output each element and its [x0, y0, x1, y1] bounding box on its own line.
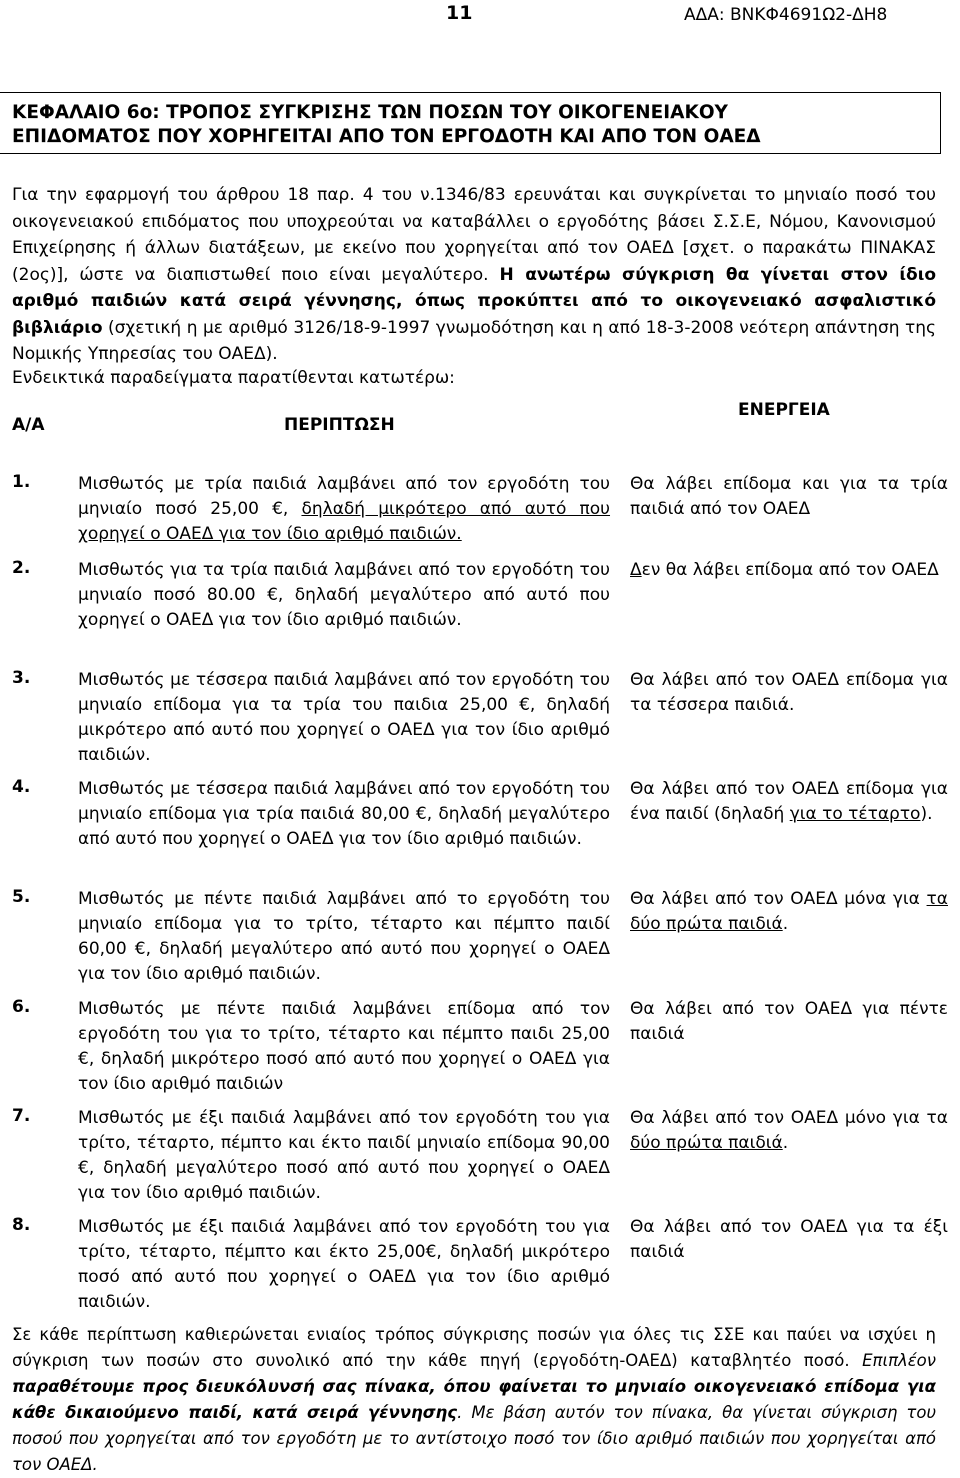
action-underlined-text: Δ: [630, 560, 642, 580]
intro-tail-text: (σχετική η με αριθμό 3126/18-9-1997 γνωμοδότηση και η από 18-3-2008 νεότερη απάντηση της Νομικής Υπηρεσίας του ΟΑΕΔ).: [12, 317, 936, 364]
row-action: [630, 1106, 948, 1156]
ada-code: ΑΔΑ: ΒΝΚΦ4691Ω2-ΔΗ8: [684, 5, 888, 25]
header-case: ΠΕΡΙΠΤΩΣΗ: [284, 415, 395, 435]
action-underlined-text: τα δύο πρώτα παιδιά: [630, 889, 948, 934]
closing-italic-text: Επιπλέον: [862, 1351, 936, 1370]
row-number: 8.: [12, 1215, 31, 1235]
row-number: 3.: [12, 668, 31, 688]
case-text: Μισθωτός με τρία παιδιά λαμβάνει από τον εργοδότη του μηνιαίο ποσό 25,00 €,: [78, 474, 610, 519]
row-action: [630, 777, 948, 827]
header-aa: Α/Α: [12, 415, 45, 435]
row-number: 6.: [12, 997, 31, 1017]
action-text: Θα λάβει από τον ΟΑΕΔ μόνο για τα: [630, 1108, 948, 1128]
closing-bold-italic-text: παραθέτουμε προς διευκόλυνσή σας πίνακα, όπου φαίνεται το μηνιαίο οικογενειακό επίδομα για κάθε δικαιούμενο παιδί, κατά σειρά γέννησης: [12, 1377, 936, 1422]
header-action: ΕΝΕΡΓΕΙΑ: [738, 400, 830, 420]
row-action: [630, 887, 948, 937]
row-case: Μισθωτός με έξι παιδιά λαμβάνει από τον εργοδότη του για τρίτο, τέταρτο, πέμπτο και έκτο 25,00€, δηλαδή μικρότερο ποσό από αυτό που χορηγεί ο ΟΑΕΔ για τον ίδιο αριθμό παιδιών.: [78, 1217, 610, 1312]
action-text: Θα λάβει από τον ΟΑΕΔ επίδομα για ένα παιδί (δηλαδή: [630, 779, 948, 824]
row-case: Μισθωτός με έξι παιδιά λαμβάνει από τον εργοδότη του για τρίτο, τέταρτο, πέμπτο και έκτο παιδί μηνιαίο επίδομα 90,00 €, δηλαδή μεγαλύτερο ποσό από αυτό που χορηγεί ο ΟΑΕΔ για τον ίδιο αριθμό παιδιών.: [78, 1108, 610, 1203]
row-number: 5.: [12, 887, 31, 907]
action-text-end: ).: [920, 804, 933, 824]
row-number: 1.: [12, 472, 31, 492]
action-text: Θα λάβει από τον ΟΑΕΔ μόνα για: [630, 889, 927, 909]
row-number: 7.: [12, 1106, 31, 1126]
case-underlined-text: δηλαδή μικρότερο από αυτό που χορηγεί ο ΟΑΕΔ για τον ίδιο αριθμό παιδιών.: [78, 499, 611, 544]
action-text-end: .: [782, 914, 789, 934]
action-text-end: .: [782, 1133, 789, 1153]
intro-paragraph: [12, 182, 936, 368]
action-underlined-text: δύο πρώτα παιδιά: [630, 1133, 783, 1153]
row-case: Μισθωτός για τα τρία παιδιά λαμβάνει από τον εργοδότη του μηνιαίο ποσό 80.00 €, δηλαδή μεγαλύτερο από αυτό που χορηγεί ο ΟΑΕΔ για τον ίδιο αριθμό παιδιών.: [78, 560, 610, 630]
row-number: 2.: [12, 558, 31, 578]
action-underlined-text: για το τέταρτο: [789, 804, 921, 824]
row-number: 4.: [12, 777, 31, 797]
row-action: Θα λάβει από τον ΟΑΕΔ επίδομα για τα τέσσερα παιδιά.: [630, 670, 948, 715]
chapter-title-line-1: ΚΕΦΑΛΑΙΟ 6ο: ΤΡΟΠΟΣ ΣΥΓΚΡΙΣΗΣ ΤΩΝ ΠΟΣΩΝ ΤΟΥ ΟΙΚΟΓΕΝΕΙΑΚΟΥ: [12, 102, 728, 123]
action-text: εν θα λάβει επίδομα από τον ΟΑΕΔ: [641, 560, 939, 580]
intro-text: Για την εφαρμογή του άρθρου 18 παρ. 4 του ν.1346/83 ερευνάται και συγκρίνεται το μηνιαίο ποσό του οικογενειακού επιδόματος που υποχρεούται να καταβάλλει ο εργοδότης βάσει Σ.Σ.Ε, Νόμου, Κανονισμού Επιχείρησης ή άλλων διατάξεων, με εκείνο που χορηγείται από τον ΟΑΕΔ [σχετ. ο παρακάτω ΠΙΝΑΚΑΣ (2ος)], ώστε να διαπιστωθεί ποιο είναι μεγαλύτερο.: [12, 185, 936, 285]
row-case: Μισθωτός με τέσσερα παιδιά λαμβάνει από τον εργοδότη του μηνιαίο επίδομα για τα τρία του παιδια 25,00 €, δηλαδή μικρότερο από αυτό που χορηγεί ο ΟΑΕΔ για τον ίδιο αριθμό παιδιών.: [78, 670, 610, 765]
chapter-title-line-2: ΕΠΙΔΟΜΑΤΟΣ ΠΟΥ ΧΟΡΗΓΕΙΤΑΙ ΑΠΟ ΤΟΝ ΕΡΓΟΔΟΤΗ ΚΑΙ ΑΠΟ ΤΟΝ ΟΑΕΔ: [12, 126, 761, 147]
intro-bold-text: Η ανωτέρω σύγκριση θα γίνεται στον ίδιο αριθμό παιδιών κατά σειρά γέννησης, όπως προκύπτει από το οικογενειακό ασφαλιστικό βιβλιάριο: [12, 264, 936, 338]
page-number: 11: [446, 2, 473, 24]
row-case: Μισθωτός με πέντε παιδιά λαμβάνει από το εργοδότη του μηνιαίο επίδομα για το τρίτο, τέταρτο και πέμπτο παιδί 60,00 €, δηλαδή μεγαλύτερο από αυτό που χορηγεί ο ΟΑΕΔ για τον ίδιο αριθμό παιδιών.: [78, 889, 610, 984]
closing-text: Σε κάθε περίπτωση καθιερώνεται ενιαίος τρόπος σύγκρισης ποσών για όλες τις ΣΣΕ και παύει να ισχύει η σύγκριση των ποσών στο συνολικό από την κάθε πηγή (εργοδότη-ΟΑΕΔ) καταβλητέο ποσό.: [12, 1325, 936, 1370]
row-case: Μισθωτός με πέντε παιδιά λαμβάνει επίδομα από τον εργοδότη του για το τρίτο, τέταρτο και πέμπτο παιδι 25,00 €, δηλαδή μικρότερο ποσό από αυτό που χορηγεί ο ΟΑΕΔ για τον ίδιο αριθμό παιδιών: [78, 999, 610, 1094]
closing-paragraph: [12, 1322, 936, 1478]
row-case: Μισθωτός με τέσσερα παιδιά λαμβάνει από τον εργοδότη του μηνιαίο επίδομα για τρία παιδιά 80,00 €, δηλαδή μεγαλύτερο από αυτό που χορηγεί ο ΟΑΕΔ για τον ίδιο αριθμό παιδιών.: [78, 779, 610, 849]
closing-italic-tail: . Με βάση αυτόν τον πίνακα, θα γίνεται σύγκριση του ποσού που χορηγείται από τον εργοδότη με το αντίστοιχο ποσό τον ίδιο αριθμό παιδιών που χορηγείται από τον ΟΑΕΔ.: [12, 1403, 937, 1474]
chapter-heading-box: [0, 92, 941, 154]
row-action: Θα λάβει από τον ΟΑΕΔ για πέντε παιδιά: [630, 999, 948, 1044]
examples-intro: Ενδεικτικά παραδείγματα παρατίθενται κατωτέρω:: [12, 368, 455, 388]
row-action: [630, 558, 948, 583]
row-action: Θα λάβει επίδομα και για τα τρία παιδιά από τον ΟΑΕΔ: [630, 474, 948, 519]
row-case: [78, 472, 610, 547]
row-action: Θα λάβει από τον ΟΑΕΔ για τα έξι παιδιά: [630, 1217, 948, 1262]
